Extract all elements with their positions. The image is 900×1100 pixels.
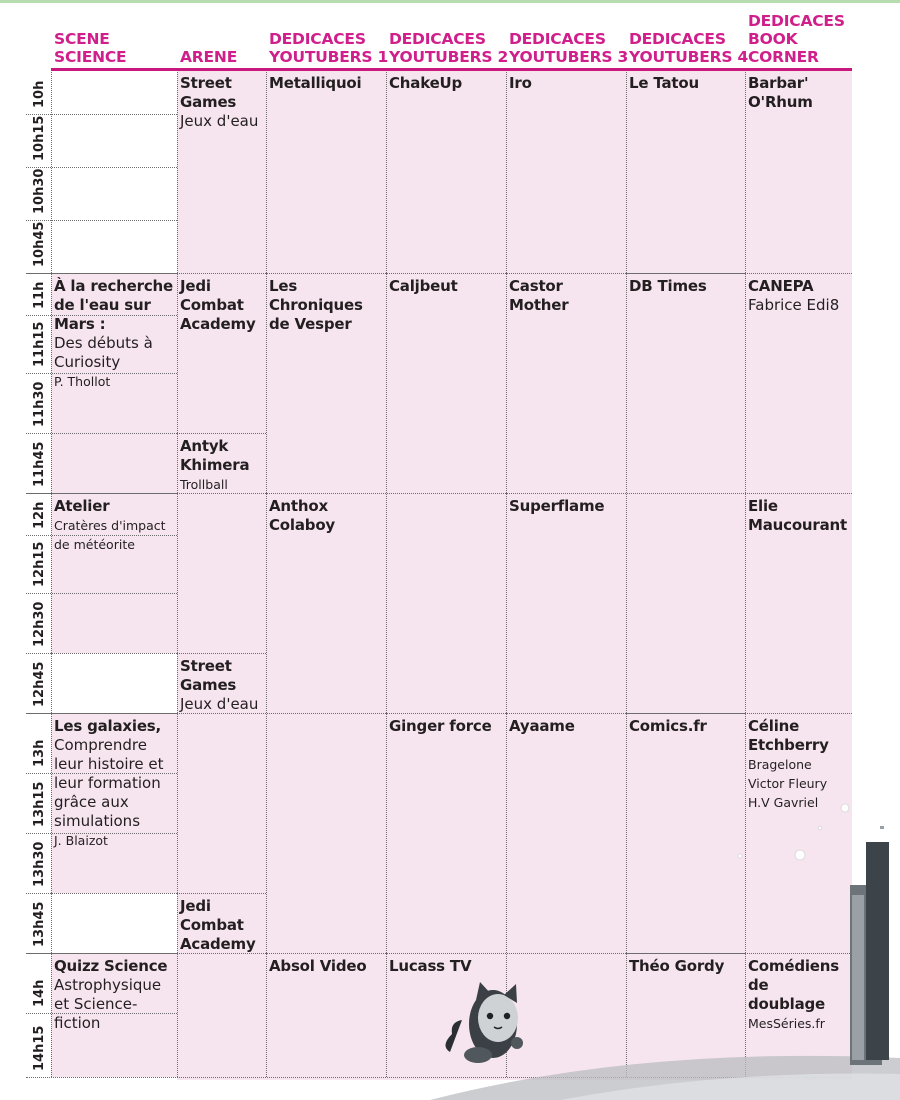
event-title: Atelier bbox=[54, 497, 110, 515]
time-label: 12h bbox=[32, 501, 47, 529]
column-header-line: DEDICACES bbox=[389, 30, 486, 48]
column-header-line: SCIENCE bbox=[54, 48, 127, 66]
time-label: 14h15 bbox=[32, 1025, 47, 1071]
event-title: Les Chroniques de Vesper bbox=[269, 277, 363, 333]
column-header-line: YOUTUBERS 3 bbox=[509, 48, 629, 66]
column-header-line: DEDICACES bbox=[269, 30, 366, 48]
event-title: Comics.fr bbox=[629, 717, 707, 735]
event-subtitle: Fabrice Edi8 bbox=[748, 296, 840, 314]
column-header-line: DEDICACES bbox=[748, 12, 845, 30]
time-label: 14h bbox=[32, 979, 47, 1007]
event-title: Castor Mother bbox=[509, 277, 569, 314]
column-header-line: DEDICACES bbox=[509, 30, 606, 48]
column-header-line: YOUTUBERS 4 bbox=[629, 48, 749, 66]
event-detail: H.V Gavriel bbox=[748, 795, 819, 810]
time-label: 13h15 bbox=[32, 781, 47, 827]
sparkle-icons bbox=[738, 804, 849, 860]
event-title: Ginger force bbox=[389, 717, 492, 735]
event-title: Ayaame bbox=[509, 717, 575, 735]
time-label: 11h bbox=[32, 281, 47, 309]
column-header-line: BOOK bbox=[748, 30, 798, 48]
time-label: 10h30 bbox=[32, 168, 47, 214]
column-header-line: YOUTUBERS 1 bbox=[269, 48, 389, 66]
event-subtitle: Comprendre leur histoire et leur formation grâce aux simulations bbox=[54, 736, 164, 830]
time-label: 10h45 bbox=[32, 221, 47, 267]
column-header-line: SCENE bbox=[54, 30, 110, 48]
event-title: Iro bbox=[509, 74, 532, 92]
event-detail: MesSéries.fr bbox=[748, 1016, 825, 1031]
column-header-line: DEDICACES bbox=[629, 30, 726, 48]
time-label: 13h30 bbox=[32, 841, 47, 887]
event-title: DB Times bbox=[629, 277, 707, 295]
event-detail: J. Blaizot bbox=[54, 833, 108, 848]
event-title: Street Games bbox=[180, 657, 237, 694]
event-title: Elie Maucourant bbox=[748, 497, 847, 534]
time-label: 13h bbox=[32, 739, 47, 767]
event-detail: Cratères d'impact bbox=[54, 518, 166, 533]
column-header-line: CORNER bbox=[748, 48, 819, 66]
time-label: 10h bbox=[32, 80, 47, 108]
time-label: 11h30 bbox=[32, 381, 47, 427]
event-subtitle: Astrophysique et Science-fiction bbox=[54, 976, 162, 1032]
event-title: À la recherche de l'eau sur Mars : bbox=[54, 277, 173, 333]
event-title: Jedi Combat Academy bbox=[180, 277, 256, 333]
event-detail: Bragelone bbox=[748, 757, 812, 772]
cat-mascot-icon bbox=[445, 982, 523, 1063]
column-header-line: ARENE bbox=[180, 48, 238, 66]
event-title: Le Tatou bbox=[629, 74, 699, 92]
event-detail: P. Thollot bbox=[54, 374, 111, 389]
event-title: Caljbeut bbox=[389, 277, 458, 295]
event-title: Jedi Combat Academy bbox=[180, 897, 256, 953]
event-title: Théo Gordy bbox=[629, 957, 725, 975]
event-title: CANEPA bbox=[748, 277, 814, 295]
event-title: Quizz Science bbox=[54, 957, 168, 975]
event-title: Street Games bbox=[180, 74, 237, 111]
time-label: 10h15 bbox=[32, 115, 47, 161]
event-title: Barbar' O'Rhum bbox=[748, 74, 813, 111]
time-label: 11h15 bbox=[32, 321, 47, 367]
event-title: Les galaxies, bbox=[54, 717, 162, 735]
event-title: Lucass TV bbox=[389, 957, 472, 975]
event-title: Céline Etchberry bbox=[748, 717, 829, 754]
event-title: Absol Video bbox=[269, 957, 367, 975]
event-title: Comédiens de doublage bbox=[748, 957, 839, 1013]
event-title: Anthox Colaboy bbox=[269, 497, 335, 534]
event-detail: Victor Fleury bbox=[748, 776, 828, 791]
column-header-line: YOUTUBERS 2 bbox=[389, 48, 509, 66]
skyline-icon bbox=[850, 826, 889, 1065]
event-subtitle: Des débuts à Curiosity bbox=[54, 334, 153, 371]
event-title: Metalliquoi bbox=[269, 74, 362, 92]
event-subtitle: Jeux d'eau bbox=[180, 112, 259, 130]
event-title: ChakeUp bbox=[389, 74, 463, 92]
time-label: 12h15 bbox=[32, 541, 47, 587]
event-title: Antyk Khimera bbox=[180, 437, 250, 474]
event-title: Superflame bbox=[509, 497, 605, 515]
time-label: 13h45 bbox=[32, 901, 47, 947]
time-label: 12h45 bbox=[32, 661, 47, 707]
time-label: 11h45 bbox=[32, 441, 47, 487]
event-detail: Trollball bbox=[180, 477, 228, 492]
event-detail: de météorite bbox=[54, 537, 135, 552]
time-label: 12h30 bbox=[32, 601, 47, 647]
event-subtitle: Jeux d'eau bbox=[180, 695, 259, 713]
